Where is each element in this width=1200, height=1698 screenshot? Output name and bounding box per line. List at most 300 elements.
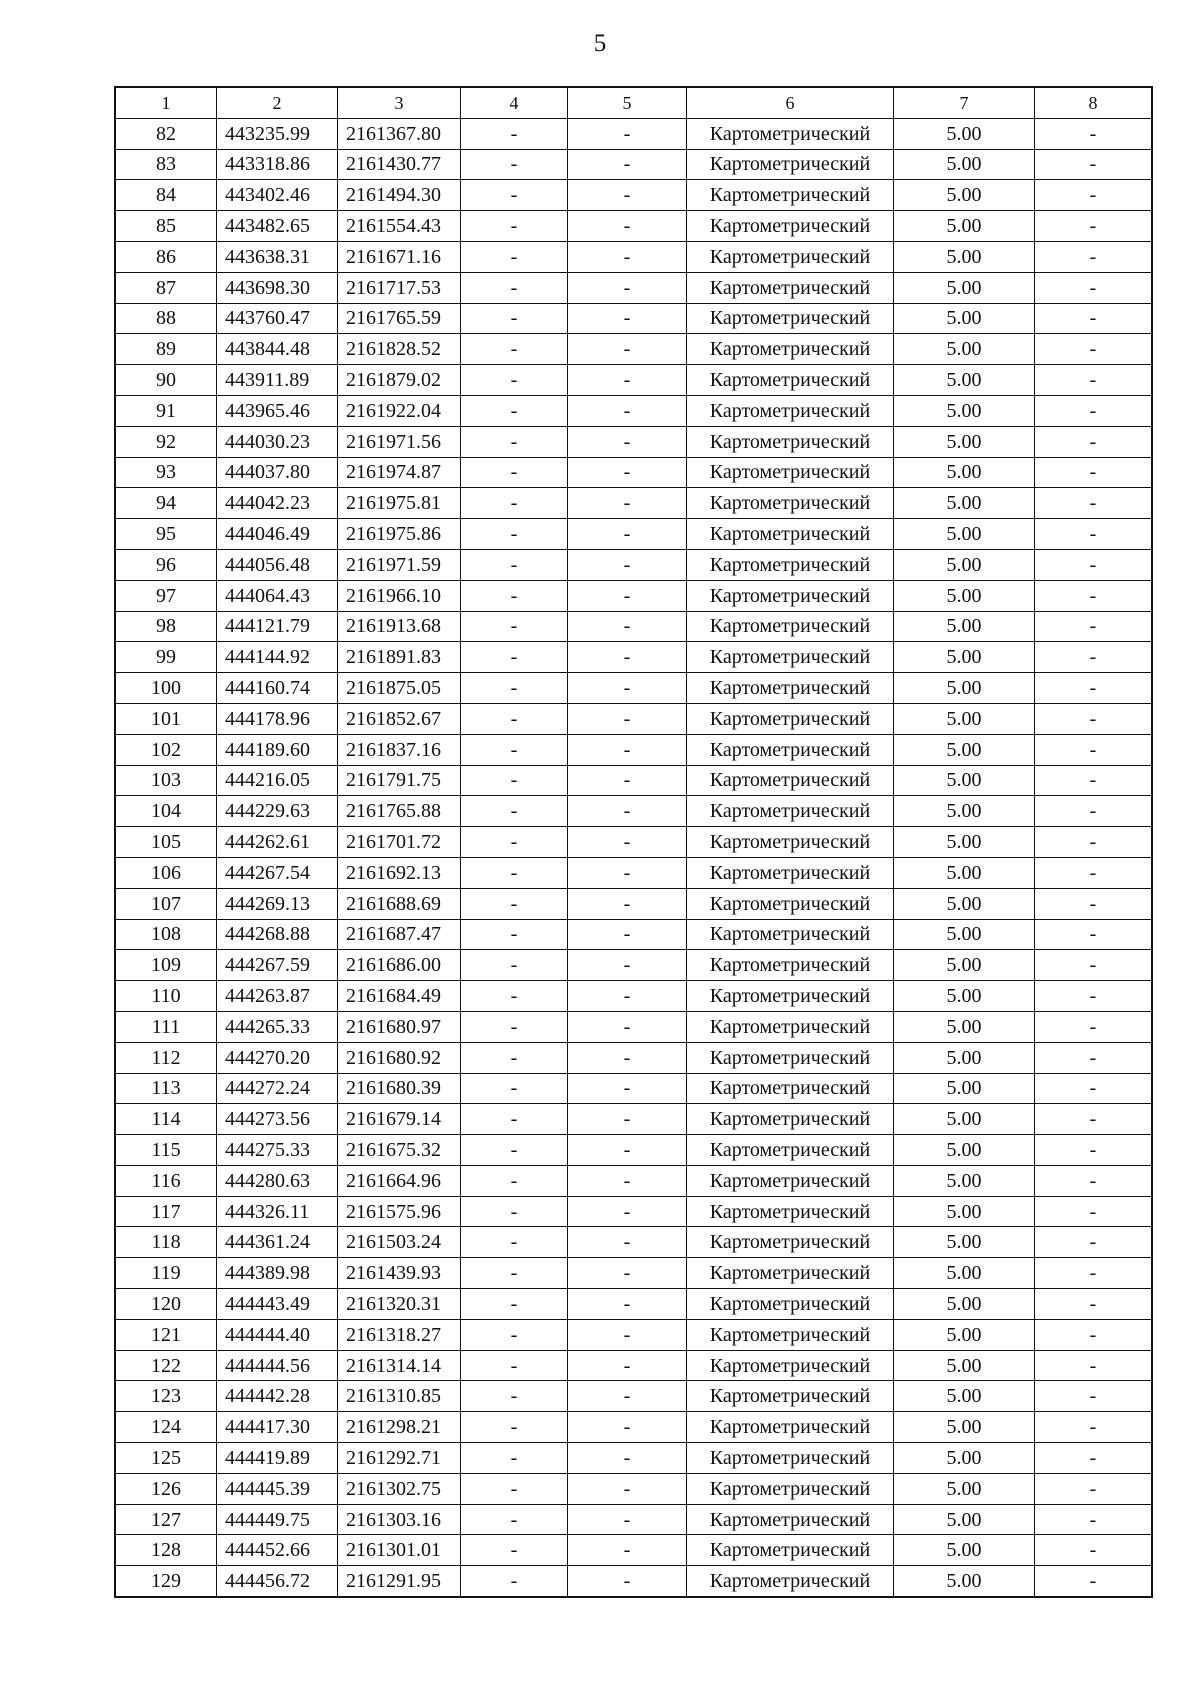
point-number-cell: 105 bbox=[115, 827, 217, 858]
coordinates-table bbox=[114, 86, 1153, 1598]
col4-cell: - bbox=[461, 642, 568, 673]
table-row bbox=[115, 303, 1152, 334]
col4-cell: - bbox=[461, 734, 568, 765]
col8-cell: - bbox=[1035, 303, 1153, 334]
col4-cell: - bbox=[461, 272, 568, 303]
x-coordinate-cell: 444272.24 bbox=[217, 1073, 338, 1104]
x-coordinate-cell: 444417.30 bbox=[217, 1412, 338, 1443]
col5-cell: - bbox=[568, 395, 687, 426]
col5-cell: - bbox=[568, 272, 687, 303]
table-row bbox=[115, 457, 1152, 488]
column-header: 1 bbox=[115, 87, 217, 118]
col8-cell: - bbox=[1035, 334, 1153, 365]
table-row bbox=[115, 1227, 1152, 1258]
x-coordinate-cell: 444216.05 bbox=[217, 765, 338, 796]
col5-cell: - bbox=[568, 365, 687, 396]
x-coordinate-cell: 444270.20 bbox=[217, 1042, 338, 1073]
point-number-cell: 86 bbox=[115, 241, 217, 272]
y-coordinate-cell: 2161913.68 bbox=[338, 611, 461, 642]
point-number-cell: 95 bbox=[115, 519, 217, 550]
accuracy-cell: 5.00 bbox=[894, 827, 1035, 858]
x-coordinate-cell: 444273.56 bbox=[217, 1104, 338, 1135]
col8-cell: - bbox=[1035, 734, 1153, 765]
accuracy-cell: 5.00 bbox=[894, 888, 1035, 919]
x-coordinate-cell: 444262.61 bbox=[217, 827, 338, 858]
x-coordinate-cell: 444265.33 bbox=[217, 1011, 338, 1042]
x-coordinate-cell: 444189.60 bbox=[217, 734, 338, 765]
accuracy-cell: 5.00 bbox=[894, 241, 1035, 272]
method-cell: Картометрический bbox=[687, 1319, 894, 1350]
table-row bbox=[115, 1104, 1152, 1135]
col4-cell: - bbox=[461, 1412, 568, 1443]
accuracy-cell: 5.00 bbox=[894, 1227, 1035, 1258]
accuracy-cell: 5.00 bbox=[894, 519, 1035, 550]
accuracy-cell: 5.00 bbox=[894, 1042, 1035, 1073]
point-number-cell: 89 bbox=[115, 334, 217, 365]
col5-cell: - bbox=[568, 149, 687, 180]
col5-cell: - bbox=[568, 303, 687, 334]
col4-cell: - bbox=[461, 149, 568, 180]
accuracy-cell: 5.00 bbox=[894, 642, 1035, 673]
table-row bbox=[115, 1443, 1152, 1474]
table-row bbox=[115, 1412, 1152, 1443]
method-cell: Картометрический bbox=[687, 1381, 894, 1412]
point-number-cell: 115 bbox=[115, 1135, 217, 1166]
accuracy-cell: 5.00 bbox=[894, 365, 1035, 396]
accuracy-cell: 5.00 bbox=[894, 1443, 1035, 1474]
table-row bbox=[115, 334, 1152, 365]
col4-cell: - bbox=[461, 365, 568, 396]
col8-cell: - bbox=[1035, 1289, 1153, 1320]
x-coordinate-cell: 443698.30 bbox=[217, 272, 338, 303]
method-cell: Картометрический bbox=[687, 1473, 894, 1504]
col5-cell: - bbox=[568, 1289, 687, 1320]
col4-cell: - bbox=[461, 303, 568, 334]
col4-cell: - bbox=[461, 1073, 568, 1104]
y-coordinate-cell: 2161554.43 bbox=[338, 211, 461, 242]
col4-cell: - bbox=[461, 1042, 568, 1073]
x-coordinate-cell: 444037.80 bbox=[217, 457, 338, 488]
accuracy-cell: 5.00 bbox=[894, 580, 1035, 611]
accuracy-cell: 5.00 bbox=[894, 118, 1035, 149]
col8-cell: - bbox=[1035, 765, 1153, 796]
col8-cell: - bbox=[1035, 1258, 1153, 1289]
table-row bbox=[115, 426, 1152, 457]
x-coordinate-cell: 444444.56 bbox=[217, 1350, 338, 1381]
y-coordinate-cell: 2161298.21 bbox=[338, 1412, 461, 1443]
table-row bbox=[115, 827, 1152, 858]
y-coordinate-cell: 2161680.39 bbox=[338, 1073, 461, 1104]
x-coordinate-cell: 444263.87 bbox=[217, 981, 338, 1012]
accuracy-cell: 5.00 bbox=[894, 488, 1035, 519]
y-coordinate-cell: 2161302.75 bbox=[338, 1473, 461, 1504]
accuracy-cell: 5.00 bbox=[894, 1289, 1035, 1320]
y-coordinate-cell: 2161494.30 bbox=[338, 180, 461, 211]
x-coordinate-cell: 444419.89 bbox=[217, 1443, 338, 1474]
col5-cell: - bbox=[568, 1135, 687, 1166]
column-header: 8 bbox=[1035, 87, 1153, 118]
y-coordinate-cell: 2161975.86 bbox=[338, 519, 461, 550]
y-coordinate-cell: 2161692.13 bbox=[338, 857, 461, 888]
table-row bbox=[115, 1042, 1152, 1073]
column-header: 5 bbox=[568, 87, 687, 118]
col4-cell: - bbox=[461, 426, 568, 457]
method-cell: Картометрический bbox=[687, 149, 894, 180]
accuracy-cell: 5.00 bbox=[894, 734, 1035, 765]
accuracy-cell: 5.00 bbox=[894, 1011, 1035, 1042]
point-number-cell: 85 bbox=[115, 211, 217, 242]
col4-cell: - bbox=[461, 1258, 568, 1289]
y-coordinate-cell: 2161765.88 bbox=[338, 796, 461, 827]
col5-cell: - bbox=[568, 673, 687, 704]
col8-cell: - bbox=[1035, 1504, 1153, 1535]
col5-cell: - bbox=[568, 1073, 687, 1104]
y-coordinate-cell: 2161701.72 bbox=[338, 827, 461, 858]
point-number-cell: 92 bbox=[115, 426, 217, 457]
point-number-cell: 82 bbox=[115, 118, 217, 149]
point-number-cell: 93 bbox=[115, 457, 217, 488]
method-cell: Картометрический bbox=[687, 796, 894, 827]
col4-cell: - bbox=[461, 1535, 568, 1566]
point-number-cell: 121 bbox=[115, 1319, 217, 1350]
table-row bbox=[115, 241, 1152, 272]
x-coordinate-cell: 444267.54 bbox=[217, 857, 338, 888]
x-coordinate-cell: 444456.72 bbox=[217, 1566, 338, 1597]
table-row bbox=[115, 1289, 1152, 1320]
col5-cell: - bbox=[568, 180, 687, 211]
col5-cell: - bbox=[568, 734, 687, 765]
x-coordinate-cell: 444443.49 bbox=[217, 1289, 338, 1320]
col5-cell: - bbox=[568, 950, 687, 981]
y-coordinate-cell: 2161922.04 bbox=[338, 395, 461, 426]
col8-cell: - bbox=[1035, 1011, 1153, 1042]
method-cell: Картометрический bbox=[687, 303, 894, 334]
point-number-cell: 114 bbox=[115, 1104, 217, 1135]
col8-cell: - bbox=[1035, 611, 1153, 642]
method-cell: Картометрический bbox=[687, 981, 894, 1012]
point-number-cell: 123 bbox=[115, 1381, 217, 1412]
method-cell: Картометрический bbox=[687, 1504, 894, 1535]
col4-cell: - bbox=[461, 1165, 568, 1196]
col8-cell: - bbox=[1035, 888, 1153, 919]
col5-cell: - bbox=[568, 703, 687, 734]
point-number-cell: 112 bbox=[115, 1042, 217, 1073]
method-cell: Картометрический bbox=[687, 1412, 894, 1443]
col4-cell: - bbox=[461, 857, 568, 888]
col4-cell: - bbox=[461, 1104, 568, 1135]
col5-cell: - bbox=[568, 1196, 687, 1227]
point-number-cell: 124 bbox=[115, 1412, 217, 1443]
y-coordinate-cell: 2161975.81 bbox=[338, 488, 461, 519]
point-number-cell: 90 bbox=[115, 365, 217, 396]
col5-cell: - bbox=[568, 1473, 687, 1504]
table-row bbox=[115, 857, 1152, 888]
col4-cell: - bbox=[461, 1443, 568, 1474]
accuracy-cell: 5.00 bbox=[894, 1258, 1035, 1289]
table-row bbox=[115, 611, 1152, 642]
method-cell: Картометрический bbox=[687, 118, 894, 149]
page-number: 5 bbox=[593, 30, 607, 57]
table-row bbox=[115, 272, 1152, 303]
y-coordinate-cell: 2161320.31 bbox=[338, 1289, 461, 1320]
point-number-cell: 118 bbox=[115, 1227, 217, 1258]
method-cell: Картометрический bbox=[687, 642, 894, 673]
y-coordinate-cell: 2161837.16 bbox=[338, 734, 461, 765]
col8-cell: - bbox=[1035, 796, 1153, 827]
table-row bbox=[115, 1566, 1152, 1597]
method-cell: Картометрический bbox=[687, 426, 894, 457]
method-cell: Картометрический bbox=[687, 488, 894, 519]
col8-cell: - bbox=[1035, 1073, 1153, 1104]
point-number-cell: 106 bbox=[115, 857, 217, 888]
point-number-cell: 127 bbox=[115, 1504, 217, 1535]
point-number-cell: 113 bbox=[115, 1073, 217, 1104]
x-coordinate-cell: 444452.66 bbox=[217, 1535, 338, 1566]
col4-cell: - bbox=[461, 1319, 568, 1350]
accuracy-cell: 5.00 bbox=[894, 395, 1035, 426]
point-number-cell: 103 bbox=[115, 765, 217, 796]
table-row bbox=[115, 888, 1152, 919]
point-number-cell: 98 bbox=[115, 611, 217, 642]
x-coordinate-cell: 443911.89 bbox=[217, 365, 338, 396]
accuracy-cell: 5.00 bbox=[894, 303, 1035, 334]
col8-cell: - bbox=[1035, 1443, 1153, 1474]
point-number-cell: 122 bbox=[115, 1350, 217, 1381]
col5-cell: - bbox=[568, 642, 687, 673]
point-number-cell: 101 bbox=[115, 703, 217, 734]
method-cell: Картометрический bbox=[687, 365, 894, 396]
col5-cell: - bbox=[568, 334, 687, 365]
y-coordinate-cell: 2161310.85 bbox=[338, 1381, 461, 1412]
col8-cell: - bbox=[1035, 1042, 1153, 1073]
table-row bbox=[115, 395, 1152, 426]
accuracy-cell: 5.00 bbox=[894, 457, 1035, 488]
y-coordinate-cell: 2161971.56 bbox=[338, 426, 461, 457]
x-coordinate-cell: 444444.40 bbox=[217, 1319, 338, 1350]
col8-cell: - bbox=[1035, 827, 1153, 858]
x-coordinate-cell: 444361.24 bbox=[217, 1227, 338, 1258]
point-number-cell: 94 bbox=[115, 488, 217, 519]
table-header-row bbox=[115, 87, 1152, 118]
point-number-cell: 83 bbox=[115, 149, 217, 180]
col8-cell: - bbox=[1035, 703, 1153, 734]
point-number-cell: 84 bbox=[115, 180, 217, 211]
table-row bbox=[115, 1504, 1152, 1535]
col5-cell: - bbox=[568, 796, 687, 827]
col4-cell: - bbox=[461, 673, 568, 704]
col8-cell: - bbox=[1035, 488, 1153, 519]
y-coordinate-cell: 2161439.93 bbox=[338, 1258, 461, 1289]
y-coordinate-cell: 2161680.97 bbox=[338, 1011, 461, 1042]
point-number-cell: 126 bbox=[115, 1473, 217, 1504]
col4-cell: - bbox=[461, 211, 568, 242]
col8-cell: - bbox=[1035, 1104, 1153, 1135]
table-row bbox=[115, 365, 1152, 396]
y-coordinate-cell: 2161686.00 bbox=[338, 950, 461, 981]
point-number-cell: 129 bbox=[115, 1566, 217, 1597]
col8-cell: - bbox=[1035, 1350, 1153, 1381]
col4-cell: - bbox=[461, 1011, 568, 1042]
accuracy-cell: 5.00 bbox=[894, 1504, 1035, 1535]
col4-cell: - bbox=[461, 549, 568, 580]
x-coordinate-cell: 444056.48 bbox=[217, 549, 338, 580]
method-cell: Картометрический bbox=[687, 950, 894, 981]
point-number-cell: 96 bbox=[115, 549, 217, 580]
x-coordinate-cell: 444178.96 bbox=[217, 703, 338, 734]
method-cell: Картометрический bbox=[687, 211, 894, 242]
col5-cell: - bbox=[568, 457, 687, 488]
table-row bbox=[115, 149, 1152, 180]
y-coordinate-cell: 2161971.59 bbox=[338, 549, 461, 580]
x-coordinate-cell: 444280.63 bbox=[217, 1165, 338, 1196]
x-coordinate-cell: 443318.86 bbox=[217, 149, 338, 180]
point-number-cell: 88 bbox=[115, 303, 217, 334]
y-coordinate-cell: 2161430.77 bbox=[338, 149, 461, 180]
col5-cell: - bbox=[568, 1319, 687, 1350]
col5-cell: - bbox=[568, 1258, 687, 1289]
accuracy-cell: 5.00 bbox=[894, 703, 1035, 734]
table-row bbox=[115, 796, 1152, 827]
table-row bbox=[115, 1196, 1152, 1227]
accuracy-cell: 5.00 bbox=[894, 673, 1035, 704]
method-cell: Картометрический bbox=[687, 888, 894, 919]
col8-cell: - bbox=[1035, 919, 1153, 950]
y-coordinate-cell: 2161791.75 bbox=[338, 765, 461, 796]
method-cell: Картометрический bbox=[687, 1566, 894, 1597]
col5-cell: - bbox=[568, 857, 687, 888]
col5-cell: - bbox=[568, 888, 687, 919]
method-cell: Картометрический bbox=[687, 1350, 894, 1381]
accuracy-cell: 5.00 bbox=[894, 796, 1035, 827]
table-row bbox=[115, 673, 1152, 704]
point-number-cell: 117 bbox=[115, 1196, 217, 1227]
table-row bbox=[115, 734, 1152, 765]
table-row bbox=[115, 703, 1152, 734]
col5-cell: - bbox=[568, 1566, 687, 1597]
col4-cell: - bbox=[461, 919, 568, 950]
x-coordinate-cell: 444449.75 bbox=[217, 1504, 338, 1535]
method-cell: Картометрический bbox=[687, 1196, 894, 1227]
col5-cell: - bbox=[568, 519, 687, 550]
y-coordinate-cell: 2161875.05 bbox=[338, 673, 461, 704]
y-coordinate-cell: 2161687.47 bbox=[338, 919, 461, 950]
table-row bbox=[115, 1535, 1152, 1566]
method-cell: Картометрический bbox=[687, 1073, 894, 1104]
method-cell: Картометрический bbox=[687, 1011, 894, 1042]
col4-cell: - bbox=[461, 580, 568, 611]
y-coordinate-cell: 2161291.95 bbox=[338, 1566, 461, 1597]
y-coordinate-cell: 2161301.01 bbox=[338, 1535, 461, 1566]
col5-cell: - bbox=[568, 1535, 687, 1566]
y-coordinate-cell: 2161891.83 bbox=[338, 642, 461, 673]
col4-cell: - bbox=[461, 796, 568, 827]
x-coordinate-cell: 444160.74 bbox=[217, 673, 338, 704]
accuracy-cell: 5.00 bbox=[894, 1196, 1035, 1227]
accuracy-cell: 5.00 bbox=[894, 211, 1035, 242]
method-cell: Картометрический bbox=[687, 734, 894, 765]
col4-cell: - bbox=[461, 1504, 568, 1535]
method-cell: Картометрический bbox=[687, 519, 894, 550]
col8-cell: - bbox=[1035, 118, 1153, 149]
column-header: 3 bbox=[338, 87, 461, 118]
point-number-cell: 111 bbox=[115, 1011, 217, 1042]
col5-cell: - bbox=[568, 1227, 687, 1258]
table-row bbox=[115, 642, 1152, 673]
accuracy-cell: 5.00 bbox=[894, 549, 1035, 580]
table-row bbox=[115, 118, 1152, 149]
x-coordinate-cell: 444442.28 bbox=[217, 1381, 338, 1412]
col5-cell: - bbox=[568, 1011, 687, 1042]
x-coordinate-cell: 443638.31 bbox=[217, 241, 338, 272]
col8-cell: - bbox=[1035, 1473, 1153, 1504]
x-coordinate-cell: 444389.98 bbox=[217, 1258, 338, 1289]
accuracy-cell: 5.00 bbox=[894, 1319, 1035, 1350]
accuracy-cell: 5.00 bbox=[894, 1350, 1035, 1381]
accuracy-cell: 5.00 bbox=[894, 272, 1035, 303]
col5-cell: - bbox=[568, 1042, 687, 1073]
col5-cell: - bbox=[568, 580, 687, 611]
x-coordinate-cell: 444229.63 bbox=[217, 796, 338, 827]
col8-cell: - bbox=[1035, 1319, 1153, 1350]
x-coordinate-cell: 444267.59 bbox=[217, 950, 338, 981]
method-cell: Картометрический bbox=[687, 457, 894, 488]
point-number-cell: 116 bbox=[115, 1165, 217, 1196]
col5-cell: - bbox=[568, 1381, 687, 1412]
table-row bbox=[115, 1381, 1152, 1412]
accuracy-cell: 5.00 bbox=[894, 919, 1035, 950]
accuracy-cell: 5.00 bbox=[894, 765, 1035, 796]
y-coordinate-cell: 2161318.27 bbox=[338, 1319, 461, 1350]
method-cell: Картометрический bbox=[687, 673, 894, 704]
table-row bbox=[115, 1165, 1152, 1196]
y-coordinate-cell: 2161575.96 bbox=[338, 1196, 461, 1227]
x-coordinate-cell: 443402.46 bbox=[217, 180, 338, 211]
point-number-cell: 87 bbox=[115, 272, 217, 303]
method-cell: Картометрический bbox=[687, 1165, 894, 1196]
col4-cell: - bbox=[461, 1473, 568, 1504]
table-row bbox=[115, 1319, 1152, 1350]
col4-cell: - bbox=[461, 611, 568, 642]
col8-cell: - bbox=[1035, 549, 1153, 580]
col4-cell: - bbox=[461, 334, 568, 365]
point-number-cell: 108 bbox=[115, 919, 217, 950]
accuracy-cell: 5.00 bbox=[894, 1135, 1035, 1166]
x-coordinate-cell: 443235.99 bbox=[217, 118, 338, 149]
col5-cell: - bbox=[568, 426, 687, 457]
col4-cell: - bbox=[461, 1381, 568, 1412]
y-coordinate-cell: 2161679.14 bbox=[338, 1104, 461, 1135]
x-coordinate-cell: 444269.13 bbox=[217, 888, 338, 919]
col5-cell: - bbox=[568, 611, 687, 642]
table-body bbox=[115, 118, 1152, 1597]
col4-cell: - bbox=[461, 1289, 568, 1320]
col4-cell: - bbox=[461, 180, 568, 211]
x-coordinate-cell: 443965.46 bbox=[217, 395, 338, 426]
column-header: 7 bbox=[894, 87, 1035, 118]
col4-cell: - bbox=[461, 981, 568, 1012]
col4-cell: - bbox=[461, 950, 568, 981]
col8-cell: - bbox=[1035, 180, 1153, 211]
col5-cell: - bbox=[568, 549, 687, 580]
accuracy-cell: 5.00 bbox=[894, 857, 1035, 888]
table-row bbox=[115, 211, 1152, 242]
col8-cell: - bbox=[1035, 1535, 1153, 1566]
method-cell: Картометрический bbox=[687, 1289, 894, 1320]
col5-cell: - bbox=[568, 211, 687, 242]
col8-cell: - bbox=[1035, 1381, 1153, 1412]
col8-cell: - bbox=[1035, 642, 1153, 673]
table-row bbox=[115, 1473, 1152, 1504]
